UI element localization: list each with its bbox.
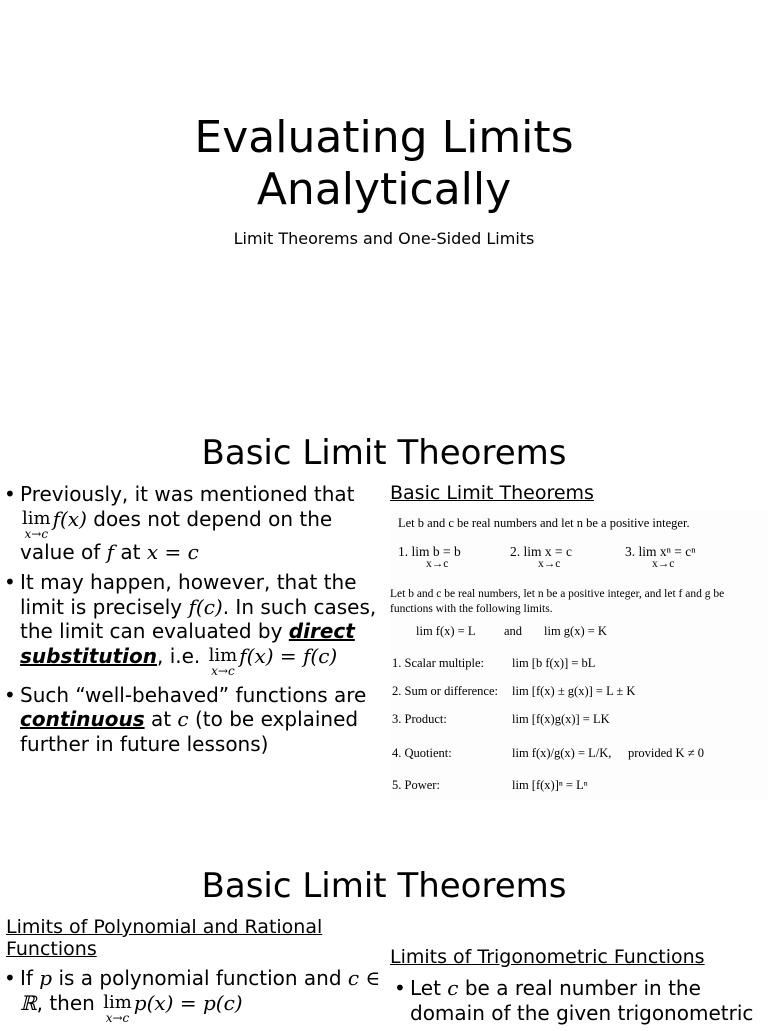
- and-text: and: [504, 624, 523, 638]
- limit-theorems-image: [390, 510, 768, 800]
- theorem-3: 3. lim xⁿ = cⁿ: [625, 544, 696, 559]
- slide3-right-bullets: [390, 976, 768, 1031]
- limit-expression: lim x→c: [208, 644, 238, 678]
- subscript: x→c: [538, 558, 561, 570]
- property-1-label: 1. Scalar multiple:: [392, 656, 484, 670]
- property-5-formula: lim [f(x)]ⁿ = Lⁿ: [512, 778, 588, 792]
- emphasis-continuous: continuous: [20, 707, 145, 731]
- given-g-limit: lim g(x) = K: [544, 624, 607, 638]
- slide2-title: Basic Limit Theorems: [201, 433, 567, 473]
- bullet-item: • Such “well-behaved” functions are continuous at c (to be explained further in future lessons): [0, 683, 384, 757]
- theorem-1: 1. lim b = b: [398, 544, 461, 559]
- limit-expression: lim x→c: [103, 991, 132, 1025]
- property-2-formula: lim [f(x) ± g(x)] = L ± K: [512, 684, 636, 698]
- bullet-item: • Let c be a real number in the domain of the given trigonometric: [390, 976, 768, 1025]
- slide3-left-heading: Limits of Polynomial and Rational Functions: [6, 916, 323, 960]
- property-4-proviso: provided K ≠ 0: [628, 746, 704, 760]
- property-5-label: 5. Power:: [392, 778, 440, 792]
- theorem-intro-2b: functions with the following limits.: [390, 603, 553, 615]
- bullet-item: • Previously, it was mentioned that lim x→c f(x) does not depend on the value of f at x = c: [0, 482, 384, 564]
- theorem-intro-2: Let b and c be real numbers, let n be a positive integer, and let f and g be: [390, 588, 725, 600]
- limit-expression: lim x→c: [22, 507, 51, 541]
- emphasis-direct-substitution: direct substitution: [20, 619, 355, 668]
- property-2-label: 2. Sum or difference:: [392, 684, 498, 698]
- subscript: x→c: [426, 558, 449, 570]
- slide3-right-heading: Limits of Trigonometric Functions: [390, 946, 705, 968]
- property-1-formula: lim [b f(x)] = bL: [512, 656, 596, 670]
- theorem-2: 2. lim x = c: [510, 544, 572, 559]
- theorem-intro: Let b and c be real numbers and let n be a positive integer.: [398, 516, 690, 530]
- title-line-2: Analytically: [256, 164, 512, 215]
- bullet-item: • If p is a polynomial function and c ∈ ℝ, then lim x→c p(x) = p(c): [0, 966, 384, 1024]
- slide3-left-bullets: [0, 966, 384, 1030]
- property-4-formula: lim f(x)/g(x) = L/K,: [512, 746, 612, 760]
- slide2-bullet-list: [0, 482, 384, 762]
- subscript: x→c: [652, 558, 675, 570]
- slide1-subtitle: Limit Theorems and One-Sided Limits: [233, 229, 535, 248]
- slide3-title: Basic Limit Theorems: [201, 866, 567, 906]
- slide1-title: [0, 112, 768, 216]
- slide2-right-heading: Basic Limit Theorems: [390, 482, 594, 504]
- property-3-label: 3. Product:: [392, 712, 447, 726]
- given-f-limit: lim f(x) = L: [416, 624, 476, 638]
- title-line-1: Evaluating Limits: [194, 112, 574, 163]
- property-3-formula: lim [f(x)g(x)] = LK: [512, 712, 610, 726]
- property-4-label: 4. Quotient:: [392, 746, 452, 760]
- bullet-item: • It may happen, however, that the limit is precisely f(c). In such cases, the limit can evaluated by direct substitution, i.e. lim x→c f(x) = f(c): [0, 570, 384, 677]
